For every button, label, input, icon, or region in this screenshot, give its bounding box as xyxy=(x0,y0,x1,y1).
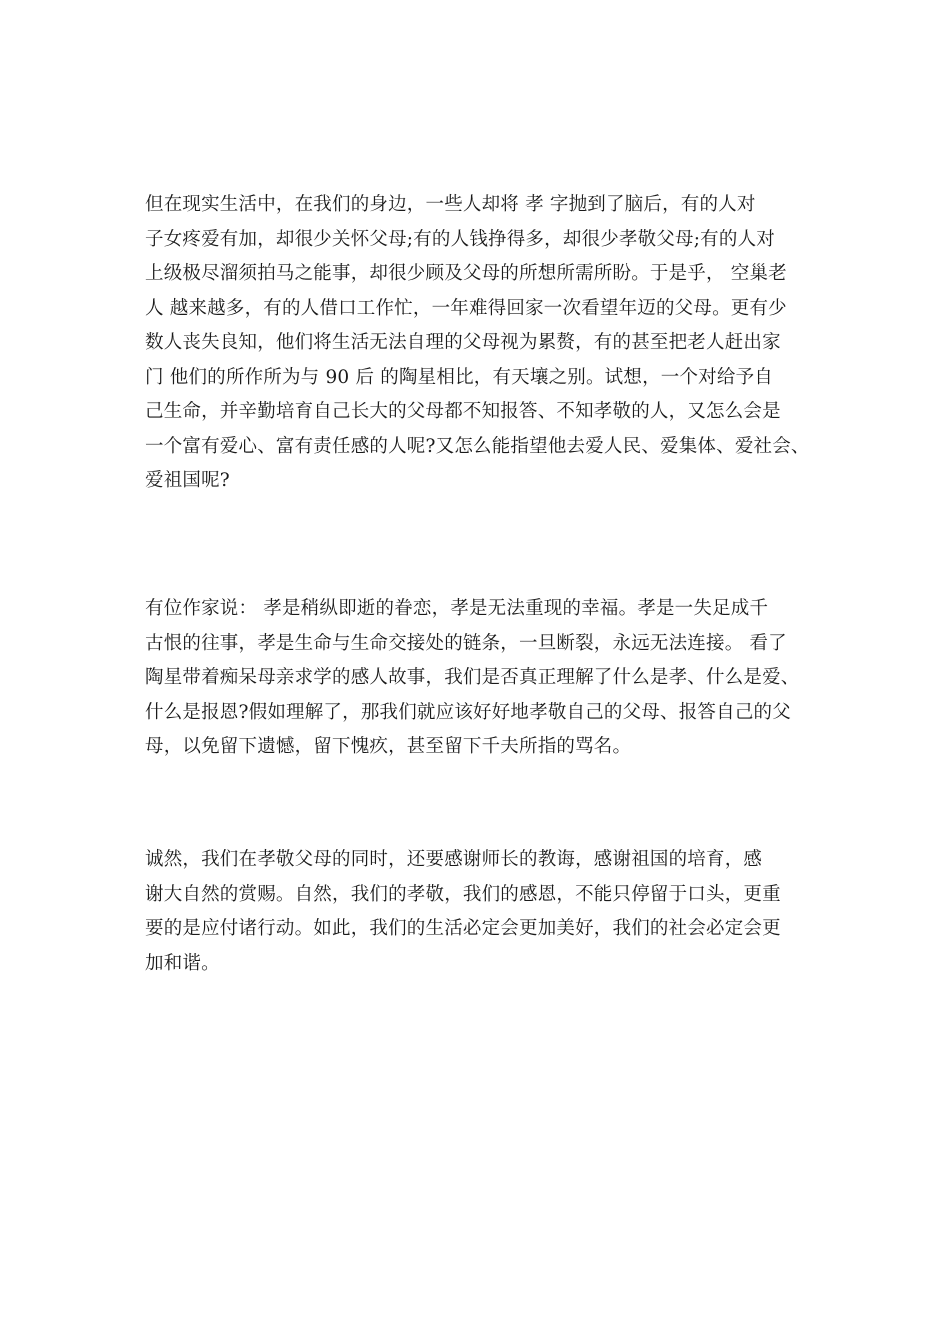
paragraph-2 xyxy=(145,592,825,765)
paragraph-line: 什么是报恩?假如理解了，那我们就应该好好地孝敬自己的父母、报答自己的父 xyxy=(145,701,791,723)
paragraph-line: 门 他们的所作所为与 90 后 的陶星相比，有天壤之别。试想，一个对给予自 xyxy=(145,366,773,388)
paragraph-line: 上级极尽溜须拍马之能事，却很少顾及父母的所想所需所盼。于是乎， 空巢老 xyxy=(145,263,787,284)
paragraph-line: 要的是应付诸行动。如此，我们的生活必定会更加美好，我们的社会必定会更 xyxy=(145,918,781,939)
paragraph-line: 子女疼爱有加，却很少关怀父母;有的人钱挣得多，却很少孝敬父母;有的人对 xyxy=(145,228,775,250)
paragraph-line: 古恨的往事，孝是生命与生命交接处的链条，一旦断裂，永远无法连接。 看了 xyxy=(145,632,787,654)
paragraph-line: 爱祖国呢? xyxy=(145,470,230,491)
paragraph-line: 谢大自然的赏赐。自然，我们的孝敬，我们的感恩，不能只停留于口头，更重 xyxy=(145,883,781,905)
paragraph-line: 一个富有爱心、富有责任感的人呢?又怎么能指望他去爱人民、爱集体、爱社会、 xyxy=(145,435,810,457)
paragraph-line: 母，以免留下遗憾，留下愧疚，甚至留下千夫所指的骂名。 xyxy=(145,736,632,757)
paragraph-3 xyxy=(145,843,825,981)
paragraph-line: 己生命，并辛勤培育自己长大的父母都不知报答、不知孝敬的人，又怎么会是 xyxy=(145,401,781,422)
paragraph-1 xyxy=(145,188,825,499)
paragraph-line: 但在现实生活中，在我们的身边，一些人却将 孝 字抛到了脑后，有的人对 xyxy=(145,194,756,215)
paragraph-line: 有位作家说： 孝是稍纵即逝的眷恋，孝是无法重现的幸福。孝是一失足成千 xyxy=(145,598,769,619)
paragraph-line: 人 越来越多，有的人借口工作忙，一年难得回家一次看望年迈的父母。更有少 xyxy=(145,297,787,319)
paragraph-line: 数人丧失良知，他们将生活无法自理的父母视为累赘，有的甚至把老人赶出家 xyxy=(145,332,781,353)
paragraph-line: 陶星带着痴呆母亲求学的感人故事，我们是否真正理解了什么是孝、什么是爱、 xyxy=(145,667,800,688)
paragraph-line: 加和谐。 xyxy=(145,952,220,974)
paragraph-line: 诚然，我们在孝敬父母的同时，还要感谢师长的教诲，感谢祖国的培育，感 xyxy=(145,849,763,870)
